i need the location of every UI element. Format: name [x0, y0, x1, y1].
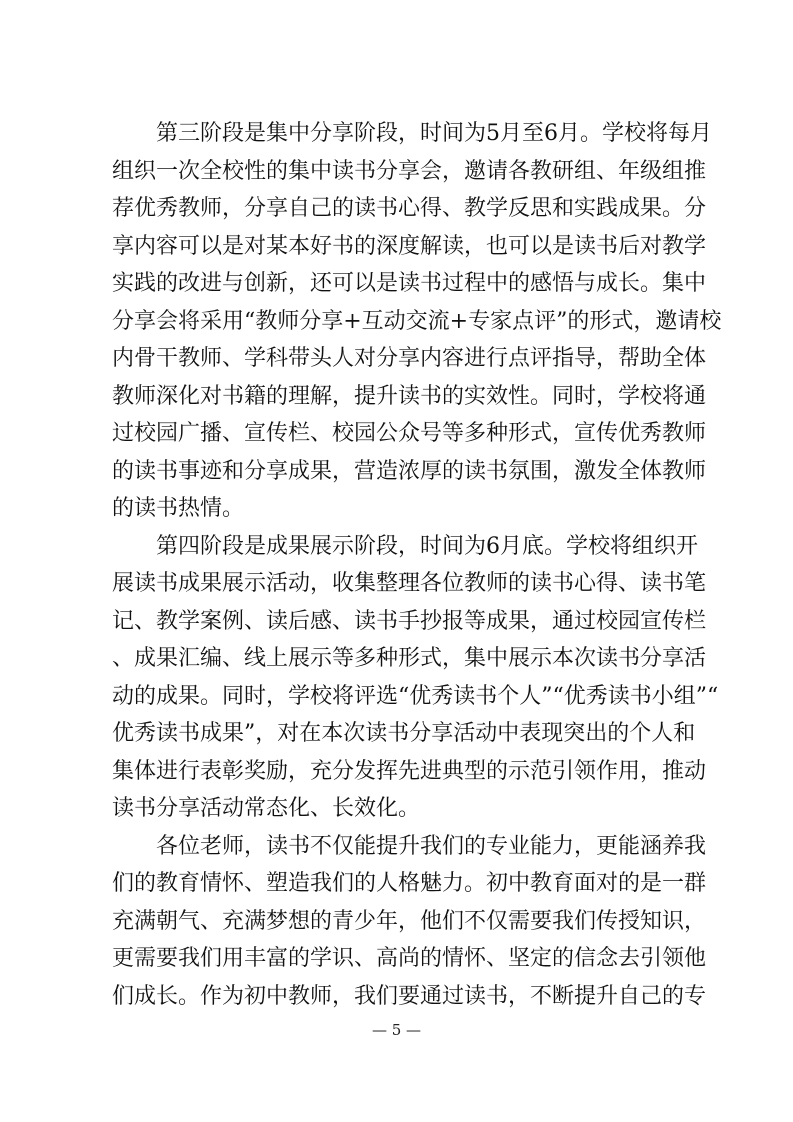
text-line: 享内容可以是对某本好书的深度解读，也可以是读书后对教学	[112, 233, 707, 259]
page-number: — 5 —	[371, 1021, 422, 1039]
text-line: 的读书事迹和分享成果，营造浓厚的读书氛围，激发全体教师	[112, 458, 707, 484]
text-line: 优秀读书成果”，对在本次读书分享活动中表现突出的个人和	[112, 721, 696, 746]
text-line: 实践的改进与创新，还可以是读书过程中的感悟与成长。集中	[112, 271, 707, 296]
text-line: 的读书热情。	[112, 496, 245, 521]
text-line: 、成果汇编、线上展示等多种形式，集中展示本次读书分享活	[112, 646, 707, 671]
text-line: 第四阶段是成果展示阶段，时间为6月底。学校将组织开	[156, 533, 698, 559]
paragraph-closing	[112, 828, 707, 1016]
text-line: 们的教育情怀、塑造我们的人格魅力。初中教育面对的是一群	[112, 871, 707, 896]
paragraph-stage-four	[112, 528, 719, 828]
text-line: 教师深化对书籍的理解，提升读书的实效性。同时，学校将通	[112, 383, 707, 409]
text-line: 各位老师，读书不仅能提升我们的专业能力，更能涵养我	[156, 833, 707, 859]
text-line: 内骨干教师、学科带头人对分享内容进行点评指导，帮助全体	[112, 346, 707, 371]
text-line: 组织一次全校性的集中读书分享会，邀请各教研组、年级组推	[112, 158, 707, 184]
text-line: 更需要我们用丰富的学识、高尚的情怀、坚定的信念去引领他	[112, 946, 707, 971]
paragraph-stage-three	[112, 115, 722, 528]
text-line: 第三阶段是集中分享阶段，时间为5月至6月。学校将每月	[156, 121, 712, 146]
body-text	[112, 115, 722, 1015]
text-line: 分享会将采用“教师分享+互动交流+专家点评”的形式，邀请校	[112, 308, 722, 334]
text-line: 动的成果。同时，学校将评选“优秀读书个人”“优秀读书小组”“	[112, 683, 719, 709]
text-line: 过校园广播、宣传栏、校园公众号等多种形式，宣传优秀教师	[112, 421, 707, 446]
text-line: 展读书成果展示活动，收集整理各位教师的读书心得、读书笔	[112, 571, 707, 596]
text-line: 荐优秀教师，分享自己的读书心得、教学反思和实践成果。分	[112, 196, 707, 221]
text-line: 们成长。作为初中教师，我们要通过读书，不断提升自己的专	[112, 983, 707, 1009]
text-line: 读书分享活动常态化、长效化。	[112, 796, 421, 821]
text-line: 记、教学案例、读后感、读书手抄报等成果，通过校园宣传栏	[112, 608, 707, 634]
text-line: 集体进行表彰奖励，充分发挥先进典型的示范引领作用，推动	[112, 758, 707, 784]
text-line: 充满朝气、充满梦想的青少年，他们不仅需要我们传授知识，	[112, 908, 707, 934]
